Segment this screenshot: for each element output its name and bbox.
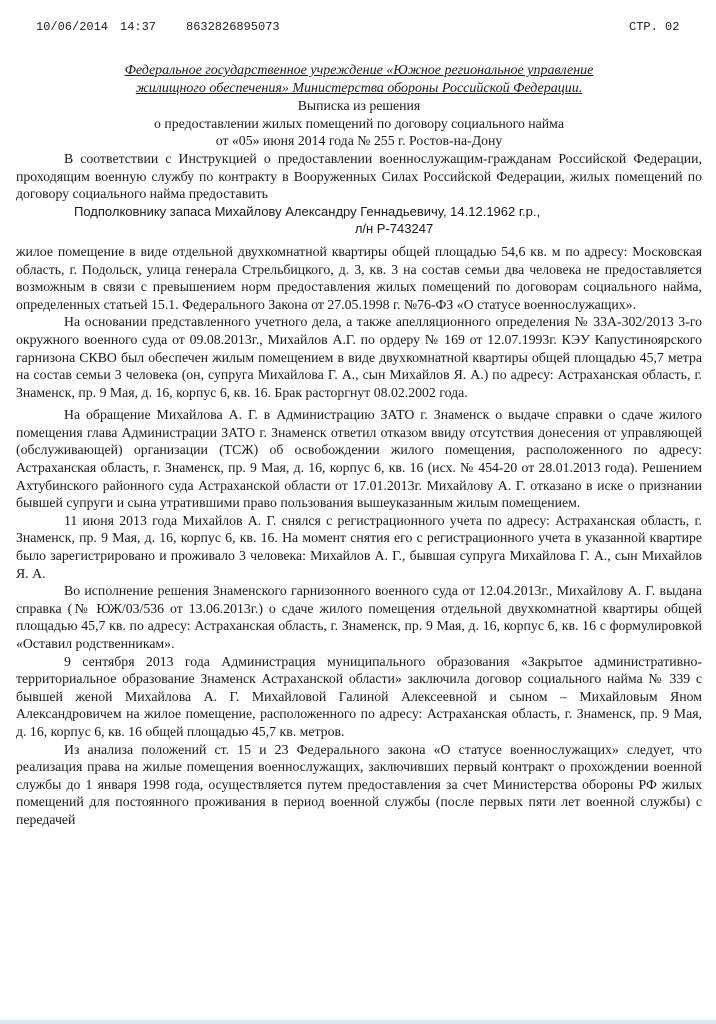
document-body (16, 62, 702, 1024)
paragraph-6: 9 сентября 2013 года Администрация муниципального образования «Закрытое административно-территориальное образование Знаменск Астраханской области» заключила договор социального найма № 339 с бывшей женой Михайлова А. Г. Михайловой Галиной Алексеевной и сыном – Михайловым Яном Александровичем на жилое помещение, расположенного по адресу: Астраханская область, г. Знаменск, пр. 9 Мая, д. 16, корпус 6, кв. 16 общей площадью 45,7 кв. метров. (16, 653, 702, 739)
paragraph-4: 11 июня 2013 года Михайлов А. Г. снялся с регистрационного учета по адресу: Астраханская область, г. Знаменск, пр. 9 Мая, д. 16, корпус 6, кв. 16. На момент снятия его с регистрационного учета в указанной квартире было зарегистрировано и проживало 3 человека: Михайлов А. Г., бывшая супруга Михайлова Г. А., сын Михайлов Я. А. (16, 512, 702, 581)
fax-date: 10/06/2014 (36, 20, 109, 34)
fax-page-number: СТР. 02 (629, 20, 680, 34)
paragraph-3: На обращение Михайлова А. Г. в Администрацию ЗАТО г. Знаменск о выдаче справки о сдаче жилого помещения глава Администрации ЗАТО г. Знаменск ответил отказом ввиду отсутствия донесения от управляющей (обслуживающей) организации (ТСЖ) об освобождении жилого помещения, расположенного по адресу: Астраханская область, г. Знаменск, пр. 9 Мая, д. 16, корпус 6, кв. 16 (исх. № 454-20 от 28.01.2013 года). Решением Ахтубинского районного суда Астраханской области от 17.01.2013г. Михайлову А. Г. отказано в иске о признании бывшей супруги и сына утратившими право пользования вышеуказанным жилым помещением. (16, 407, 702, 511)
document-title: Выписка из решения (297, 98, 421, 114)
paragraph-5: Во исполнение решения Знаменского гарнизонного военного суда от 12.04.2013г., Михайлову А. Г. выдана справка (№ ЮЖ/03/536 от 13.06.2013г.) о сдаче жилого помещения отдельной двухкомнатной квартиры общей площадью 45,7 кв. по адресу: Астраханская область, г. Знаменск, пр. 9 Мая, д. 16, корпус 6, кв. 16 с формулировкой «Оставил родственникам». (16, 583, 702, 651)
decision-date-line: от «05» июня 2014 года № 255 г. Ростов-на-Дону (215, 133, 503, 149)
intro-paragraph: В соответствии с Инструкцией о предоставлении военнослужащим-гражданам Российской Федерации, проходящим военную службу по контракту в Вооруженных Силах Российской Федерации, жилых помещений по договору социального найма предоставить (16, 150, 702, 202)
scan-edge (0, 1020, 716, 1024)
organization-line-1: Федеральное государственное учреждение «Южное региональное управление (124, 63, 594, 78)
fax-time: 14:37 (120, 20, 157, 34)
organization-line-2: жилищного обеспечения» Министерства обороны Российской Федерации. (135, 80, 583, 96)
paragraph-2: На основании представленного учетного дела, а также апелляционного определения № 33А-302/2013 3-го окружного военного суда от 09.08.2013г., Михайлов А.Г. по ордеру № 169 от 12.07.1993г. КЭУ Капустиноярского гарнизона СКВО был обеспечен жилым помещением в виде двухкомнатной квартиры общей площадью 45,7 метра на состав семьи 3 человека (он, супруга Михайлова Г. А., сын Михайлов Я. А.) по адресу: Астраханская область, г. Знаменск, пр. 9 Мая, д. 16, корпус 6, кв. 16. Брак расторгнут 08.02.2002 года. (16, 314, 702, 400)
document-subtitle: о предоставлении жилых помещений по договору социального найма (154, 115, 564, 131)
paragraph-7: Из анализа положений ст. 15 и 23 Федерального закона «О статусе военнослужащих» следует, что реализация права на жилые помещения военнослужащих, заключивших первый контракт о прохождении военной службы до 1 января 1998 года, осуществляется путем предоставления за счет Министерства обороны РФ жилых помещений для постоянного проживания в период военной службы (после первых пяти лет военной службы) с передачей (16, 741, 702, 827)
fax-number: 8632826895073 (186, 20, 280, 34)
recipient-personal-number: л/н Р-743247 (354, 221, 434, 237)
fax-header (0, 20, 716, 40)
recipient-name: Подполковнику запаса Михайлову Александру Геннадьевичу, 14.12.1962 г.р., (74, 203, 541, 219)
paragraph-1: жилое помещение в виде отдельной двухкомнатной квартиры общей площадью 54,6 кв. м по адресу: Московская область, г. Подольск, улица генерала Стрельбицкого, д. 3, кв. 3 на состав семьи два человека не предоставляется возможным в связи с превышением норм предоставления жилых помещений по договорам социального найма, определенных статьей 15.1. Федерального Закона от 27.05.1998 г. №76-ФЗ «О статусе военнослужащих». (16, 243, 702, 312)
